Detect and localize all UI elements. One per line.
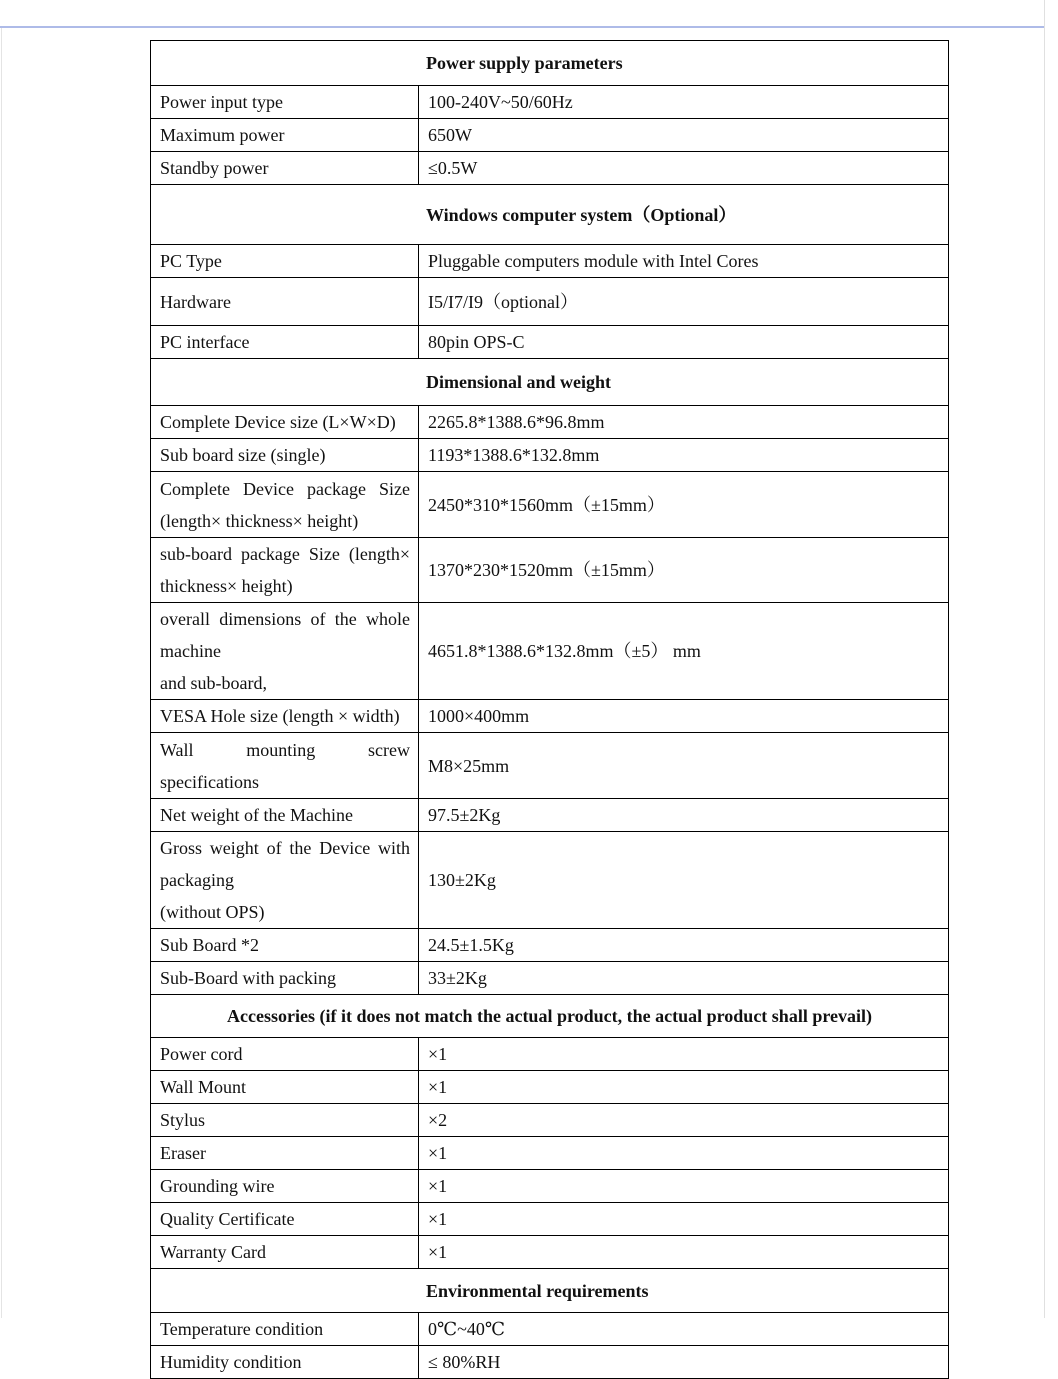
row-label: Humidity condition xyxy=(151,1346,419,1379)
row-label-line: Gross weight of the Device with packaging xyxy=(160,838,410,890)
row-value: ×1 xyxy=(419,1236,949,1269)
page-right-edge xyxy=(1044,0,1045,1318)
row-label: Complete Device size (L×W×D) xyxy=(151,406,419,439)
table-row xyxy=(151,406,949,439)
row-label-line: thickness× height) xyxy=(160,576,293,596)
section-title-accessories: Accessories (if it does not match the actual product, the actual product shall prevail) xyxy=(151,995,949,1038)
row-label: Net weight of the Machine xyxy=(151,799,419,832)
section-header-row xyxy=(151,41,949,86)
row-label: VESA Hole size (length × width) xyxy=(151,700,419,733)
row-label: Sub board size (single) xyxy=(151,439,419,472)
table-row xyxy=(151,245,949,278)
table-row xyxy=(151,86,949,119)
row-label: Power cord xyxy=(151,1038,419,1071)
row-value: M8×25mm xyxy=(419,733,949,799)
table-row xyxy=(151,1137,949,1170)
row-value: ×1 xyxy=(419,1203,949,1236)
page-top-rule xyxy=(0,26,1044,28)
row-label: Maximum power xyxy=(151,119,419,152)
row-label: Quality Certificate xyxy=(151,1203,419,1236)
row-label-line: sub-board package Size (length× xyxy=(160,544,410,564)
row-value: 33±2Kg xyxy=(419,962,949,995)
row-value: I5/I7/I9（optional） xyxy=(419,278,949,326)
row-value: 1193*1388.6*132.8mm xyxy=(419,439,949,472)
row-value: 2450*310*1560mm（±15mm） xyxy=(419,472,949,538)
row-label: Eraser xyxy=(151,1137,419,1170)
row-value: ×1 xyxy=(419,1071,949,1104)
row-value: 24.5±1.5Kg xyxy=(419,929,949,962)
table-row xyxy=(151,1038,949,1071)
row-label: PC Type xyxy=(151,245,419,278)
row-value: Pluggable computers module with Intel Cores xyxy=(419,245,949,278)
table-row xyxy=(151,326,949,359)
section-title-power: Power supply parameters xyxy=(151,41,949,86)
row-value: 130±2Kg xyxy=(419,832,949,929)
row-label-line: Wall mounting screw xyxy=(160,739,410,760)
table-row xyxy=(151,1104,949,1137)
table-row xyxy=(151,119,949,152)
row-label xyxy=(151,472,419,538)
row-label: Temperature condition xyxy=(151,1313,419,1346)
row-label-line: (without OPS) xyxy=(160,902,265,922)
row-label: PC interface xyxy=(151,326,419,359)
row-value: ≤0.5W xyxy=(419,152,949,185)
section-title-environment: Environmental requirements xyxy=(151,1269,949,1313)
row-label xyxy=(151,733,419,799)
table-row xyxy=(151,472,949,538)
table-row xyxy=(151,439,949,472)
row-label: Stylus xyxy=(151,1104,419,1137)
row-value: ≤ 80%RH xyxy=(419,1346,949,1379)
table-row xyxy=(151,733,949,799)
row-value: ×1 xyxy=(419,1038,949,1071)
row-value: ×1 xyxy=(419,1137,949,1170)
table-row xyxy=(151,1203,949,1236)
row-label: Sub-Board with packing xyxy=(151,962,419,995)
table-row xyxy=(151,152,949,185)
table-row xyxy=(151,603,949,700)
row-label: Wall Mount xyxy=(151,1071,419,1104)
row-label xyxy=(151,603,419,700)
row-value: 97.5±2Kg xyxy=(419,799,949,832)
row-label: Standby power xyxy=(151,152,419,185)
row-label: Hardware xyxy=(151,278,419,326)
row-label-line: and sub-board, xyxy=(160,673,267,693)
table-row xyxy=(151,929,949,962)
table-row xyxy=(151,832,949,929)
row-value: 4651.8*1388.6*132.8mm（±5） mm xyxy=(419,603,949,700)
table-row xyxy=(151,1170,949,1203)
row-label-line: specifications xyxy=(160,771,259,792)
row-value: ×2 xyxy=(419,1104,949,1137)
row-value: 100-240V~50/60Hz xyxy=(419,86,949,119)
row-value: 80pin OPS-C xyxy=(419,326,949,359)
table-row xyxy=(151,799,949,832)
row-label: Grounding wire xyxy=(151,1170,419,1203)
section-title-windows xyxy=(151,185,949,245)
row-value: 0℃~40℃ xyxy=(419,1313,949,1346)
section-title-windows-suffix: （Optional） xyxy=(632,204,737,225)
row-label xyxy=(151,832,419,929)
row-value: 1370*230*1520mm（±15mm） xyxy=(419,538,949,603)
row-value: ×1 xyxy=(419,1170,949,1203)
table-row xyxy=(151,962,949,995)
row-label-line: (length× thickness× height) xyxy=(160,510,359,531)
section-title-dimensional: Dimensional and weight xyxy=(151,359,949,406)
table-row xyxy=(151,278,949,326)
table-row xyxy=(151,700,949,733)
row-label-line: overall dimensions of the whole machine xyxy=(160,609,410,661)
table-row xyxy=(151,1236,949,1269)
row-value: 650W xyxy=(419,119,949,152)
section-header-row xyxy=(151,995,949,1038)
table-row xyxy=(151,1071,949,1104)
row-label: Warranty Card xyxy=(151,1236,419,1269)
section-header-row xyxy=(151,359,949,406)
row-label: Power input type xyxy=(151,86,419,119)
table-row xyxy=(151,1346,949,1379)
table-row xyxy=(151,1313,949,1346)
table-row xyxy=(151,538,949,603)
section-title-windows-text: Windows computer system xyxy=(426,204,633,225)
row-label xyxy=(151,538,419,603)
row-label: Sub Board *2 xyxy=(151,929,419,962)
section-header-row xyxy=(151,1269,949,1313)
spec-table xyxy=(150,40,949,1379)
row-value: 1000×400mm xyxy=(419,700,949,733)
row-label-line: Complete Device package Size xyxy=(160,478,410,499)
section-header-row xyxy=(151,185,949,245)
row-value: 2265.8*1388.6*96.8mm xyxy=(419,406,949,439)
page-left-edge xyxy=(1,28,2,1318)
